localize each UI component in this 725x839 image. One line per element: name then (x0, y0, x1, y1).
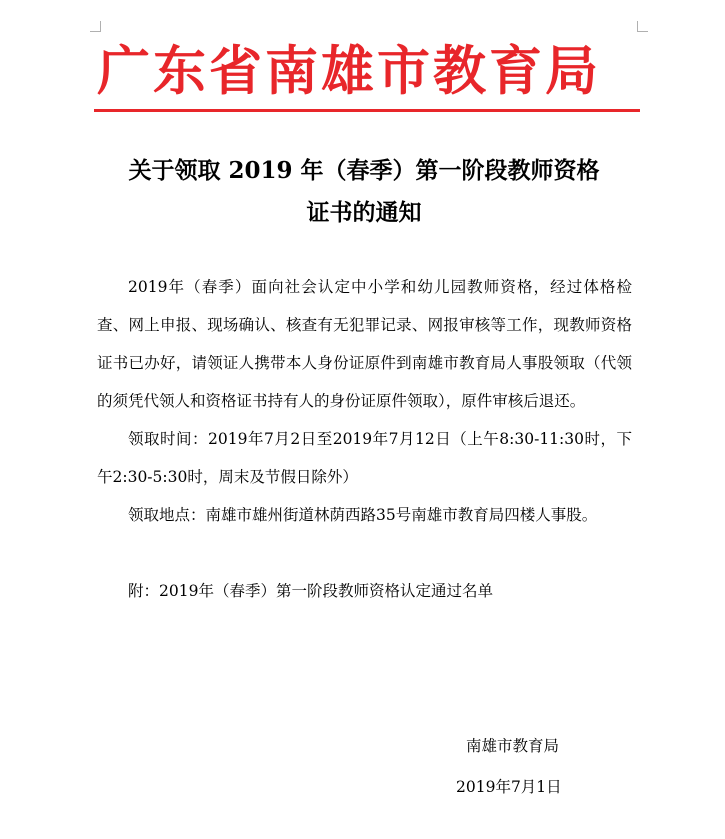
header-red-rule (94, 109, 640, 112)
body-paragraph-intro: 2019年（春季）面向社会认定中小学和幼儿园教师资格，经过体格检查、网上申报、现场确认、核查有无犯罪记录、网报审核等工作，现教师资格证书已办好，请领证人携带本人身份证原件到南雄市教育局人事股领取（代领的须凭代领人和资格证书持有人的身份证原件领取），原件审核后退还。 (97, 278, 632, 410)
attachment-line: 附：2019年（春季）第一阶段教师资格认定通过名单 (128, 582, 493, 600)
signature-organization: 南雄市教育局 (466, 737, 560, 755)
notice-body (97, 268, 632, 610)
body-paragraph-location: 领取地点：南雄市雄州街道林荫西路35号南雄市教育局四楼人事股。 (128, 506, 598, 524)
notice-title (100, 150, 628, 234)
page-corner-mark-right (637, 21, 648, 32)
issuing-organization-header: 广东省南雄市教育局 (97, 40, 601, 102)
page-corner-mark-left (90, 21, 101, 32)
signature-date: 2019年7月1日 (456, 778, 562, 796)
notice-title-line-2: 证书的通知 (306, 199, 422, 226)
body-paragraph-time: 领取时间：2019年7月2日至2019年7月12日（上午8:30-11:30时，下午2:30-5:30时，周末及节假日除外） (97, 430, 632, 486)
paragraph-spacer (97, 534, 632, 572)
notice-title-line-1: 关于领取 2019 年（春季）第一阶段教师资格 (128, 157, 600, 184)
